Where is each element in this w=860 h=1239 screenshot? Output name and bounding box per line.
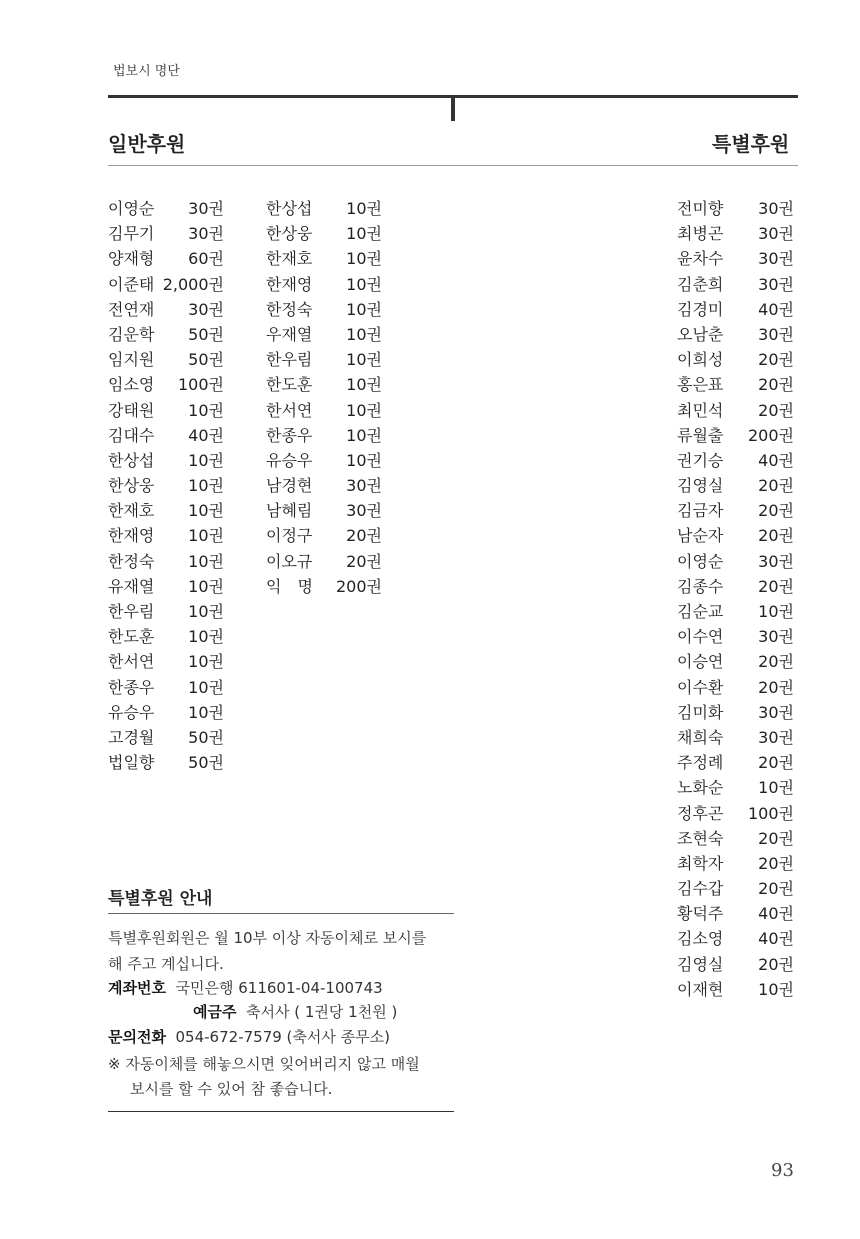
donor-row <box>677 725 794 750</box>
donor-row <box>108 750 224 775</box>
donor-amount: 10권 <box>346 199 382 218</box>
donor-amount: 40권 <box>188 425 224 445</box>
donor-row <box>677 398 794 423</box>
donor-amount: 30권 <box>758 199 794 218</box>
info-rule-top <box>108 913 454 914</box>
donor-name: 한정숙 <box>108 551 155 571</box>
donor-amount: 20권 <box>758 375 794 395</box>
donor-row <box>677 750 794 775</box>
phone-label: 문의전화 <box>108 1028 166 1046</box>
donor-row <box>266 523 382 548</box>
donor-name: 한종우 <box>266 425 313 445</box>
donor-name: 한재호 <box>266 249 313 269</box>
donor-name: 익 명 <box>266 576 313 596</box>
donor-amount: 10권 <box>346 224 382 244</box>
donor-row <box>108 523 224 548</box>
donor-amount: 40권 <box>758 929 794 949</box>
donor-amount: 10권 <box>346 274 382 294</box>
donor-name: 한재영 <box>108 526 155 546</box>
donor-name: 김경미 <box>677 299 724 319</box>
donor-name: 한서연 <box>266 400 313 420</box>
donor-row <box>677 322 794 347</box>
donor-amount: 10권 <box>346 450 382 470</box>
donor-amount: 30권 <box>758 702 794 722</box>
donor-row <box>677 423 794 448</box>
donor-amount: 30권 <box>346 476 382 496</box>
donor-row <box>677 826 794 851</box>
donor-amount: 40권 <box>758 450 794 470</box>
donor-name: 한종우 <box>108 677 155 697</box>
donor-row <box>266 473 382 498</box>
info-line-1: 특별후원회원은 월 10부 이상 자동이체로 보시를 <box>108 929 427 947</box>
donor-row <box>108 725 224 750</box>
donor-name: 한도훈 <box>108 627 155 647</box>
donor-row <box>108 599 224 624</box>
donor-name: 이준태 <box>108 274 155 294</box>
donor-name: 한도훈 <box>266 375 313 395</box>
donor-amount: 30권 <box>188 224 224 244</box>
donor-name: 유승우 <box>108 702 155 722</box>
donor-row <box>677 523 794 548</box>
donor-row <box>677 599 794 624</box>
donor-name: 유재열 <box>108 576 155 596</box>
donor-amount: 20권 <box>758 879 794 899</box>
holder-value: 축서사 ( 1권당 1천원 ) <box>246 1003 398 1021</box>
donor-name: 노화순 <box>677 778 724 798</box>
donor-name: 한상섭 <box>108 450 155 470</box>
donor-amount: 30권 <box>188 199 224 218</box>
donor-amount: 40권 <box>758 299 794 319</box>
donor-amount: 10권 <box>758 602 794 621</box>
donor-amount: 10권 <box>188 602 224 621</box>
donor-row <box>108 272 224 297</box>
donor-row <box>677 221 794 246</box>
donor-name: 양재형 <box>108 249 155 269</box>
donor-name: 임소영 <box>108 375 155 395</box>
donor-amount: 50권 <box>188 350 224 370</box>
donor-amount: 10권 <box>346 400 382 420</box>
donor-amount: 10권 <box>188 652 224 672</box>
special-info-title: 특별후원 안내 <box>108 889 213 909</box>
donor-name: 이정구 <box>266 526 313 546</box>
donor-amount: 20권 <box>758 753 794 773</box>
donor-row <box>108 398 224 423</box>
donor-name: 조현숙 <box>677 828 724 848</box>
donor-amount: 20권 <box>758 476 794 496</box>
section-rule <box>108 165 798 166</box>
donor-name: 김무기 <box>108 224 155 244</box>
donor-name: 남경현 <box>266 476 313 496</box>
donor-amount: 10권 <box>346 350 382 370</box>
donor-row <box>677 851 794 876</box>
donor-name: 김영실 <box>677 954 724 974</box>
donor-amount: 20권 <box>758 576 794 596</box>
info-rule-bottom <box>108 1111 454 1112</box>
donor-amount: 10권 <box>188 702 224 722</box>
donor-amount: 20권 <box>758 828 794 848</box>
donor-name: 전연재 <box>108 299 155 319</box>
donor-amount: 20권 <box>758 501 794 521</box>
donor-amount: 20권 <box>346 526 382 546</box>
donor-row <box>108 549 224 574</box>
donor-name: 우재열 <box>266 324 313 344</box>
donor-name: 이재현 <box>677 979 724 999</box>
donor-row <box>677 246 794 271</box>
donor-name: 한재영 <box>266 274 313 294</box>
donor-amount: 10권 <box>188 526 224 546</box>
donor-row <box>677 549 794 574</box>
donor-row <box>108 624 224 649</box>
donor-row <box>677 649 794 674</box>
donor-row <box>266 498 382 523</box>
donor-row <box>266 549 382 574</box>
donor-row <box>108 196 224 221</box>
donor-amount: 10권 <box>758 979 794 999</box>
donor-name: 한정숙 <box>266 299 313 319</box>
donor-row <box>677 196 794 221</box>
donor-row <box>266 322 382 347</box>
special-donor-list <box>677 196 794 1002</box>
info-line-2: 해 주고 계십니다. <box>108 955 224 973</box>
donor-row <box>677 775 794 800</box>
donor-name: 황덕주 <box>677 904 724 924</box>
donor-name: 주정례 <box>677 753 724 773</box>
donor-amount: 100권 <box>178 375 224 395</box>
donor-name: 김춘희 <box>677 274 724 294</box>
donor-row <box>266 372 382 397</box>
donor-amount: 30권 <box>758 274 794 294</box>
note-line-2: 보시를 할 수 있어 참 좋습니다. <box>130 1080 333 1098</box>
donor-amount: 100권 <box>748 803 794 823</box>
donor-amount: 10권 <box>346 425 382 445</box>
donor-row <box>266 297 382 322</box>
donor-amount: 10권 <box>188 400 224 420</box>
donor-name: 최병곤 <box>677 224 724 244</box>
donor-amount: 50권 <box>188 753 224 773</box>
donor-amount: 20권 <box>758 350 794 370</box>
account-value: 국민은행 611601-04-100743 <box>175 979 383 997</box>
donor-amount: 2,000권 <box>162 274 224 294</box>
donor-row <box>108 649 224 674</box>
donor-row <box>266 347 382 372</box>
donor-name: 김금자 <box>677 501 724 521</box>
phone-row <box>108 1026 390 1047</box>
donor-row <box>108 347 224 372</box>
page-number: 93 <box>771 1160 794 1181</box>
general-donation-title: 일반후원 <box>108 132 186 156</box>
donor-row <box>108 221 224 246</box>
donor-name: 한우림 <box>108 602 155 621</box>
donor-name: 전미향 <box>677 199 724 218</box>
general-donor-list-2 <box>266 196 382 599</box>
donor-row <box>266 196 382 221</box>
donor-name: 이수연 <box>677 627 724 647</box>
donor-name: 고경월 <box>108 727 155 747</box>
special-donation-title: 특별후원 <box>712 132 790 156</box>
donor-amount: 10권 <box>188 501 224 521</box>
donor-amount: 200권 <box>336 576 382 596</box>
donor-row <box>266 221 382 246</box>
donor-amount: 60권 <box>188 249 224 269</box>
running-head: 법보시 명단 <box>113 64 180 79</box>
phone-value: 054-672-7579 (축서사 종무소) <box>175 1028 390 1046</box>
donor-amount: 50권 <box>188 727 224 747</box>
donor-amount: 30권 <box>758 324 794 344</box>
donor-name: 한우림 <box>266 350 313 370</box>
donor-name: 유승우 <box>266 450 313 470</box>
donor-name: 법일향 <box>108 753 155 773</box>
donor-name: 한서연 <box>108 652 155 672</box>
donor-row <box>677 977 794 1002</box>
donor-name: 이오규 <box>266 551 313 571</box>
donor-row <box>677 801 794 826</box>
donor-name: 한상웅 <box>266 224 313 244</box>
donor-row <box>108 448 224 473</box>
donor-name: 한재호 <box>108 501 155 521</box>
account-label: 계좌번호 <box>108 979 166 997</box>
donor-amount: 10권 <box>188 551 224 571</box>
donor-name: 이영순 <box>108 199 155 218</box>
donor-amount: 20권 <box>346 551 382 571</box>
holder-row <box>193 1001 397 1022</box>
donor-row <box>266 272 382 297</box>
donor-row <box>677 473 794 498</box>
holder-label: 예금주 <box>193 1003 237 1021</box>
donor-amount: 10권 <box>346 375 382 395</box>
donor-row <box>677 700 794 725</box>
donor-name: 홍은표 <box>677 375 724 395</box>
donor-amount: 10권 <box>188 450 224 470</box>
donor-row <box>108 498 224 523</box>
donor-name: 김수갑 <box>677 879 724 899</box>
donor-row <box>677 901 794 926</box>
donor-amount: 20권 <box>758 677 794 697</box>
donor-amount: 10권 <box>758 778 794 798</box>
donor-row <box>108 246 224 271</box>
donor-amount: 10권 <box>188 476 224 496</box>
donor-name: 최학자 <box>677 853 724 873</box>
donor-row <box>108 574 224 599</box>
donor-name: 최민석 <box>677 400 724 420</box>
donor-amount: 10권 <box>188 677 224 697</box>
donor-name: 채희숙 <box>677 727 724 747</box>
donor-row <box>108 423 224 448</box>
account-row <box>108 977 383 998</box>
donor-row <box>266 423 382 448</box>
donor-amount: 20권 <box>758 652 794 672</box>
donor-name: 이희성 <box>677 350 724 370</box>
donor-name: 남혜림 <box>266 501 313 521</box>
donor-name: 김운학 <box>108 324 155 344</box>
donor-name: 한상섭 <box>266 199 313 218</box>
donor-name: 오남춘 <box>677 324 724 344</box>
top-tick <box>451 95 455 121</box>
donor-amount: 40권 <box>758 904 794 924</box>
donor-row <box>677 952 794 977</box>
donor-amount: 30권 <box>758 224 794 244</box>
donor-row <box>677 876 794 901</box>
donor-name: 정후곤 <box>677 803 724 823</box>
donor-row <box>266 448 382 473</box>
donor-row <box>108 700 224 725</box>
donor-name: 이영순 <box>677 551 724 571</box>
donor-amount: 30권 <box>758 627 794 647</box>
donor-row <box>266 246 382 271</box>
donor-row <box>677 498 794 523</box>
donor-amount: 20권 <box>758 954 794 974</box>
donor-row <box>677 372 794 397</box>
donor-amount: 20권 <box>758 526 794 546</box>
donor-amount: 20권 <box>758 400 794 420</box>
donor-amount: 10권 <box>346 299 382 319</box>
donor-name: 김미화 <box>677 702 724 722</box>
donor-row <box>108 297 224 322</box>
donor-row <box>266 398 382 423</box>
donor-name: 한상웅 <box>108 476 155 496</box>
donor-amount: 10권 <box>346 249 382 269</box>
donor-row <box>108 372 224 397</box>
donor-name: 류월출 <box>677 425 724 445</box>
donor-name: 이승연 <box>677 652 724 672</box>
donor-row <box>266 574 382 599</box>
donor-amount: 10권 <box>188 576 224 596</box>
donor-row <box>677 574 794 599</box>
donor-row <box>108 675 224 700</box>
donor-row <box>108 322 224 347</box>
donor-amount: 30권 <box>188 299 224 319</box>
donor-amount: 10권 <box>346 324 382 344</box>
donor-amount: 20권 <box>758 853 794 873</box>
donor-name: 남순자 <box>677 526 724 546</box>
donor-row <box>108 473 224 498</box>
general-donor-list-1 <box>108 196 224 775</box>
donor-name: 김순교 <box>677 602 724 621</box>
donor-row <box>677 926 794 951</box>
donor-amount: 30권 <box>758 249 794 269</box>
donor-amount: 30권 <box>346 501 382 521</box>
donor-amount: 30권 <box>758 727 794 747</box>
donor-row <box>677 448 794 473</box>
donor-row <box>677 675 794 700</box>
donor-name: 김대수 <box>108 425 155 445</box>
donor-name: 김종수 <box>677 576 724 596</box>
donor-name: 권기승 <box>677 450 724 470</box>
donor-name: 김소영 <box>677 929 724 949</box>
donor-name: 김영실 <box>677 476 724 496</box>
donor-amount: 10권 <box>188 627 224 647</box>
donor-name: 강태원 <box>108 400 155 420</box>
donor-name: 윤차수 <box>677 249 724 269</box>
donor-row <box>677 624 794 649</box>
donor-name: 임지원 <box>108 350 155 370</box>
donor-amount: 50권 <box>188 324 224 344</box>
donor-row <box>677 297 794 322</box>
donor-amount: 200권 <box>748 425 794 445</box>
donor-row <box>677 347 794 372</box>
donor-amount: 30권 <box>758 551 794 571</box>
note-line-1: ※ 자동이체를 해놓으시면 잊어버리지 않고 매월 <box>108 1055 420 1073</box>
donor-row <box>677 272 794 297</box>
donor-name: 이수환 <box>677 677 724 697</box>
